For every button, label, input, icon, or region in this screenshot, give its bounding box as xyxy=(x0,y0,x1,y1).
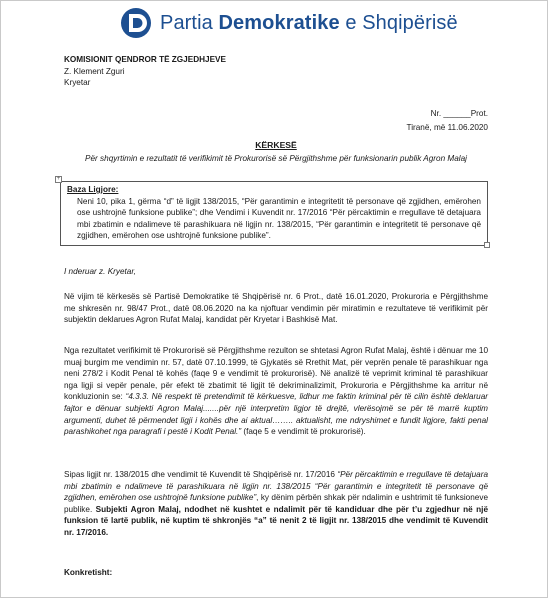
party-name-suffix: e Shqipërisë xyxy=(339,11,458,34)
paragraph-2-ref: (faqe 5 e vendimit të prokurorisë). xyxy=(241,427,366,437)
recipient-org: KOMISIONIT QENDROR TË ZGJEDHJEVE xyxy=(64,55,226,64)
party-name xyxy=(160,12,458,35)
table-resize-handle-icon[interactable] xyxy=(484,242,490,248)
party-name-bold: Demokratike xyxy=(218,11,340,34)
legal-basis-text: Neni 10, pika 1, gërma “d” të ligjit 138/2015, “Për garantimin e integritetit të personave që zgjidhen, emërohen ose ushtrojnë funksione publike”; dhe Vendimi i Kuvendit nr. 17/2016 “Për përcaktimin e rregullave të detajuara mbi zbatimin e ndalimeve të parashikuara në ligjin nr. 138/2015, “Për garantimin e integritetit të personave që zgjidhen, emërohen ose ushtrojnë funksione publike”. xyxy=(77,196,481,241)
party-logo-icon xyxy=(120,7,152,39)
legal-basis-table[interactable] xyxy=(56,176,488,246)
recipient-person: Z. Klement Zguri xyxy=(64,66,125,76)
paragraph-1: Në vijim të kërkesës së Partisë Demokratike të Shqipërisë nr. 6 Prot., datë 16.01.2020, Prokuroria e Përgjithshme me shkresën nr. 98/47 Prot., datë 08.06.2020 na ka njoftuar vendimin për miratimin e rezultateve të verifikimit për subjektin deklarues Agron Rufat Malaj, kandidat për Kryetar i Bashkisë Mat. xyxy=(64,292,488,325)
paragraph-3-quote: “Për përcaktimin e rregullave të detajuara mbi zbatimin e ndalimeve të parashikuara në ligjin nr. 138/2015 “Për garantimin e integritetit të personave që zgjidhen, emërohen ose ushtrojnë funksione publike” xyxy=(64,470,488,503)
salutation: I nderuar z. Kryetar, xyxy=(64,267,136,276)
paragraph-2-text: Nga rezultatet verifikimit të Prokurorisë së Përgjithshme rezulton se shtetasi Agron Rufat Malaj, është i dënuar me 10 muaj burgim me vendimin nr. 57, datë 07.10.1999, të Gjykatës së Rrethit Mat, për veprën penale të parashikuar nga neni 278/2 i Kodit Penal të kohës (faqe 9 e vendimit të prokurorisë). Në analizë të veprimit kriminal të parashikuar nga ligji si vepër penale, për efekt të zbatimit të ligjit të dekriminalizimit, Prokuroria e Përgjithshme ka arritur në konkluzionin se: xyxy=(64,346,488,402)
table-move-handle-icon[interactable]: + xyxy=(56,176,61,182)
title-block xyxy=(64,140,488,164)
paragraph-3-bold: Subjekti Agron Malaj, ndodhet në kushtet e ndalimit për të kandiduar dhe për t’u zgjedhur në një funksion të lartë publik, në kuptim të shkronjës “a” të nenit 2 të ligjit nr. 138/2015 dhe vendimit të Kuvendit nr. 17/2016. xyxy=(64,504,488,537)
paragraph-2-quote: “4.3.3. Në respekt të pretendimit të kërkuesve, lidhur me faktin kriminal për të cilin është deklaruar fajtor e dënuar subjekti Agron Malaj.......për një interpretim ligjor të drejtë, vlerësojmë se për të marrë kuptim argumenti, duhet të përmendet ligji i kohës dhe ai aktual…….. aktualisht, me ndryshimet e fundit ligjore, fakti penal parashikohet nga paragrafi i pestë i Kodit Penal.” xyxy=(64,392,489,437)
recipient-block xyxy=(64,54,226,89)
recipient-role: Kryetar xyxy=(64,78,91,88)
paragraph-2 xyxy=(64,345,488,438)
document-subtitle: Për shqyrtimin e rezultatit të verifikimit të Prokurorisë së Përgjithshme për funksionarin publik Agron Malaj xyxy=(85,153,467,163)
conclusion-heading: Konkretisht: xyxy=(64,568,113,577)
party-name-prefix: Partia xyxy=(160,11,219,34)
document-title: KËRKESË xyxy=(255,140,297,150)
protocol-number: Nr. ______Prot. xyxy=(430,109,488,118)
paragraph-3-text-b: , ky dënim përbën shkak për ndalimin e ushtrimit të funksioneve publike. xyxy=(64,493,488,514)
paragraph-3 xyxy=(64,469,488,539)
legal-basis-heading: Baza Ligjore: xyxy=(67,185,119,194)
paragraph-3-text: Sipas ligjit nr. 138/2015 dhe vendimit të Kuvendit të Shqipërisë nr. 17/2016 xyxy=(64,470,338,479)
party-header xyxy=(120,6,458,40)
document-date: Tiranë, më 11.06.2020 xyxy=(406,123,488,132)
